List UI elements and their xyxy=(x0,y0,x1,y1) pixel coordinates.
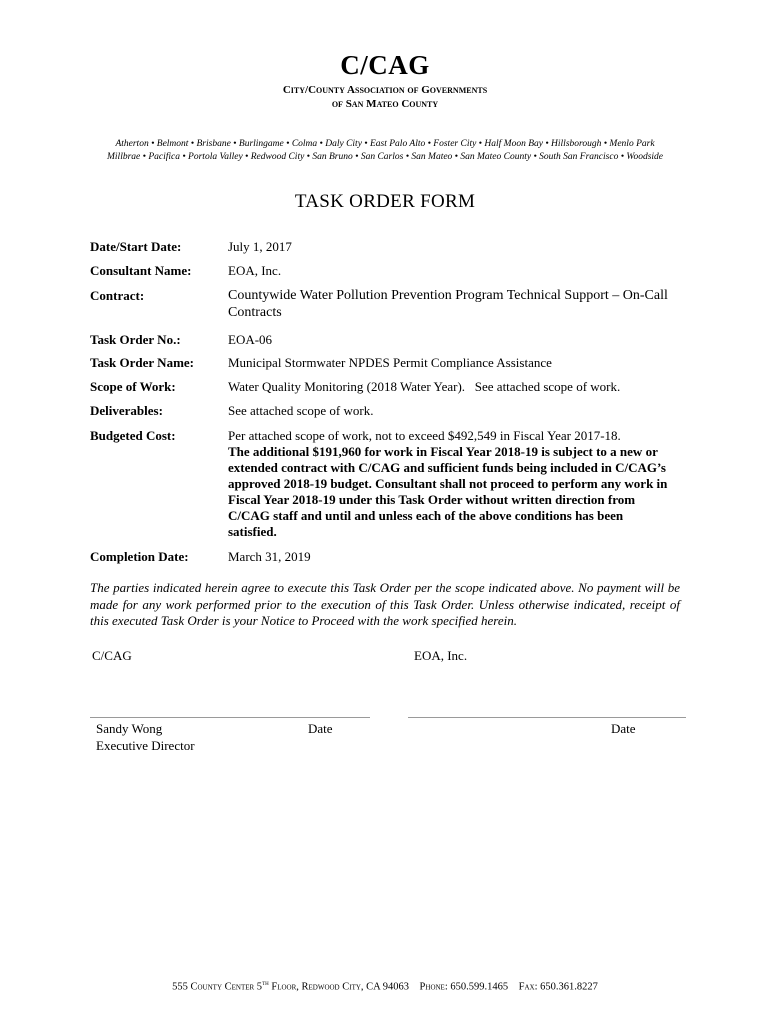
completion-label: Completion Date: xyxy=(90,549,189,564)
footer-address-sup: th xyxy=(262,979,269,987)
budget-value: Per attached scope of work, not to exceed $492,549 in Fiscal Year 2017-18. xyxy=(228,428,621,443)
footer-fax: Fax: 650.361.8227 xyxy=(518,981,598,993)
consultant-value: EOA, Inc. xyxy=(228,263,282,278)
budget-label: Budgeted Cost: xyxy=(90,428,176,443)
task-order-name-value: Municipal Stormwater NPDES Permit Compliance Assistance xyxy=(228,355,552,370)
consultant-signature-line xyxy=(408,717,686,718)
consultant-date-label: Date xyxy=(611,721,636,736)
footer-address-post: Floor, Redwood City, CA 94063 xyxy=(268,981,410,993)
scope-value: Water Quality Monitoring (2018 Water Year). See attached scope of work. xyxy=(228,379,621,394)
deliverables-value: See attached scope of work. xyxy=(228,403,374,418)
ccag-signature-line xyxy=(90,717,370,718)
contract-value: Countywide Water Pollution Prevention Program Technical Support – On-Call Contracts xyxy=(228,288,668,320)
consultant-label: Consultant Name: xyxy=(90,263,192,278)
signer-name: Sandy Wong xyxy=(96,721,163,736)
contract-label: Contract: xyxy=(90,288,145,303)
signer-title: Executive Director xyxy=(96,738,195,753)
consultant-party-label: EOA, Inc. xyxy=(414,648,468,663)
task-order-no-value: EOA-06 xyxy=(228,332,273,347)
footer-phone: Phone: 650.599.1465 xyxy=(419,981,509,993)
footer-contact xyxy=(0,979,770,993)
member-cities-line2: Millbrae • Pacifica • Portola Valley • Redwood City • San Bruno • San Carlos • San Mateo • San Mateo County • South San Francisco • Woodside xyxy=(107,152,663,162)
date-label: Date/Start Date: xyxy=(90,239,182,254)
date-value: July 1, 2017 xyxy=(228,239,292,254)
member-cities-line1: Atherton • Belmont • Brisbane • Burlingame • Colma • Daly City • East Palo Alto • Foster City • Half Moon Bay • Hillsborough • Menlo Park xyxy=(115,139,655,149)
deliverables-label: Deliverables: xyxy=(90,403,163,418)
terms-paragraph: The parties indicated herein agree to execute this Task Order per the scope indicated above. No payment will be made for any work performed prior to the execution of this Task Order. Unless otherwise indicated, receipt of this executed Task Order is your Notice to Proceed with the work specified herein. xyxy=(90,580,680,628)
completion-value: March 31, 2019 xyxy=(228,549,311,564)
ccag-date-label: Date xyxy=(308,721,333,736)
footer-address-pre: 555 County Center 5 xyxy=(172,981,263,993)
org-title: C/CAG xyxy=(340,50,430,80)
budget-block xyxy=(228,428,673,540)
scope-label: Scope of Work: xyxy=(90,379,176,394)
task-order-name-label: Task Order Name: xyxy=(90,355,194,370)
form-title: TASK ORDER FORM xyxy=(294,191,476,212)
org-subtitle-line2: of San Mateo County xyxy=(331,98,439,110)
ccag-party-label: C/CAG xyxy=(92,648,132,663)
budget-condition-note: The additional $191,960 for work in Fiscal Year 2018-19 is subject to a new or extended contract with C/CAG and sufficient funds being included in C/CAG’s approved 2018-19 budget. Consultant shall not proceed to perform any work in Fiscal Year 2018-19 under this Task Order without written direction from C/CAG staff and until and unless each of the above conditions has been satisfied. xyxy=(228,444,668,539)
org-subtitle-line1: City/County Association of Governments xyxy=(282,84,488,96)
task-order-no-label: Task Order No.: xyxy=(90,332,181,347)
